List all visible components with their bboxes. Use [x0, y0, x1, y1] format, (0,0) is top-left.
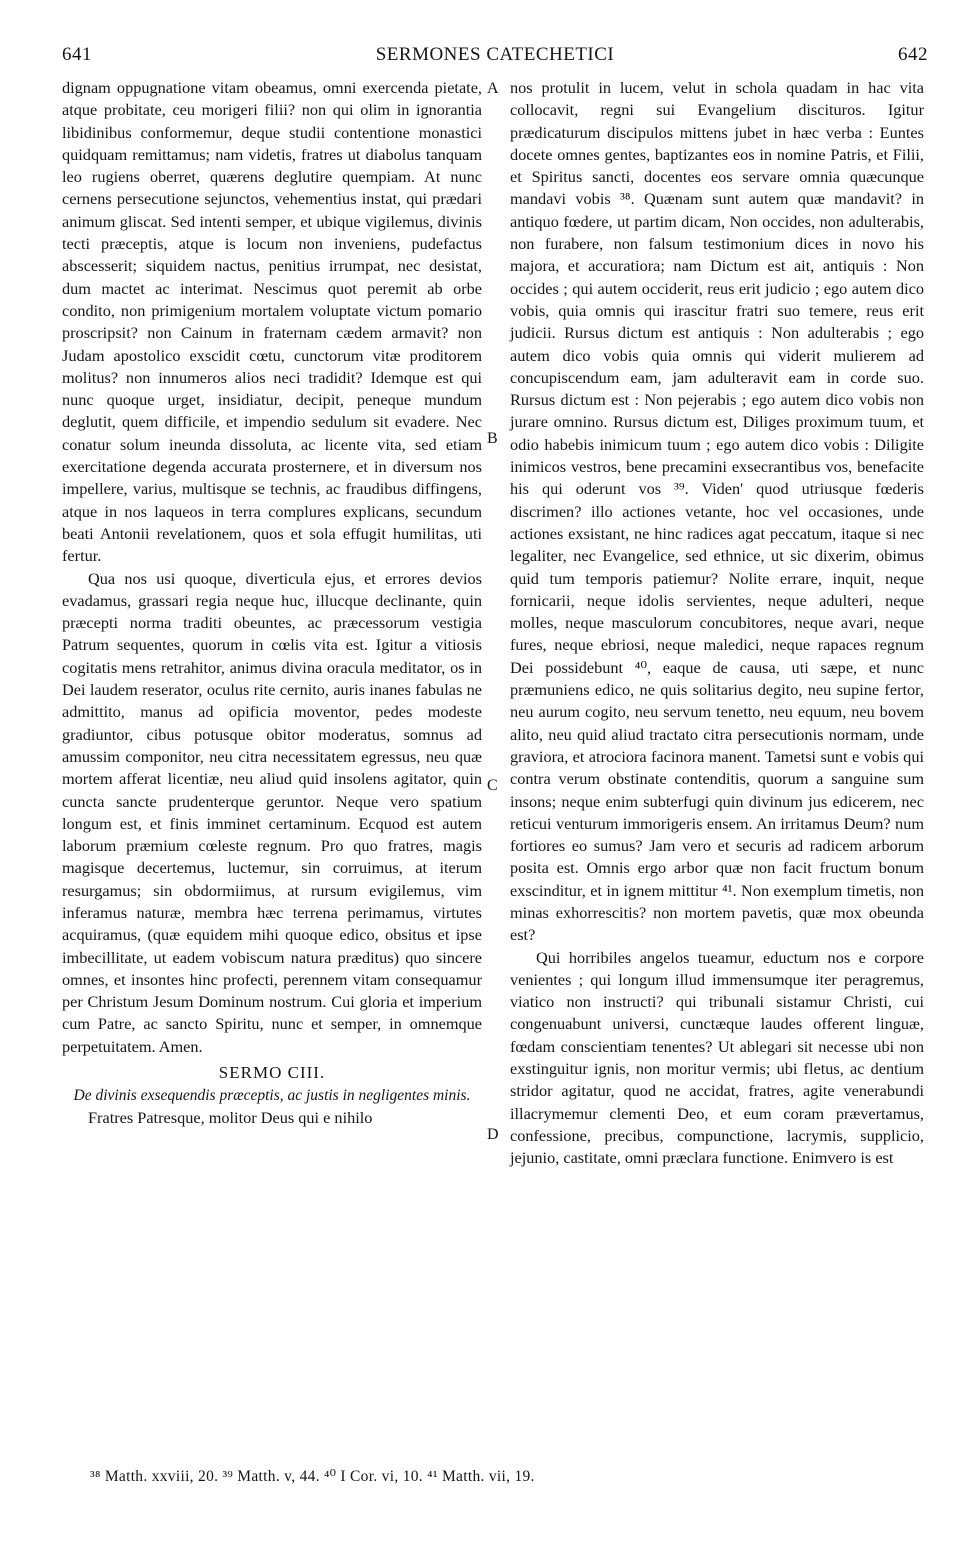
margin-mark-b: B	[487, 430, 498, 447]
left-paragraph-3: Fratres Patresque, molitor Deus qui e nihilo	[88, 1108, 373, 1128]
right-page-number: 642	[898, 44, 928, 65]
margin-mark-c: C	[487, 777, 498, 794]
right-paragraph-1: nos protulit in lucem, velut in schola quadam in hac vita collocavit, regni sui Evangelium discituros. Igitur prædicaturum discipulos mittens jubet in hæc verba : Euntes docete omnes gentes, baptizantes eos in nomine Patris, et Filii, et Spiritus sancti, docentes eos servare omnia quæcunque mandavi vobis ³⁸. Quænam sunt autem quæ mandavit? in antiquo fœdere, ut partim dicam, Non occides, non adulterabis, non furabere, non falsum testimonium dices in novo his majora, et accuratiora; nam Dictum est ait, antiquis : Non occides ; qui autem occiderit, reus erit judicio ; ego autem dico vobis, quia omnis qui irascitur fratri suo temere, reus erit judicii. Rursus dictum est antiquis : Non adulterabis ; ego autem dico vobis quia omnis qui viderit mulierem ad concupiscendum eam, jam adulteravit eam in corde suo. Rursus dictum est : Non pejerabis ; ego autem dico vobis non jurare omnino. Rursus dictum est, Diliges proximum tuum, et odio habebis inimicum tuum ; ego autem dico vobis : Diligite inimicos vestros, bene precamini exsecrantibus vos, benefacite his qui oderunt vos ³⁹. Viden' quod utriusque fœderis discrimen? illo actiones vetante, hoc vel occasiones, unde actiones exsistant, ne hinc radices agat peccatum, itaque si nec legaliter, nec Evangelice, sed ethnice, ut sic dixerim, obimus quid tum temporis patiemur? Nolite errare, inquit, neque fornicarii, neque idolis servientes, neque adulteri, neque molles, neque masculorum concubitores, neque avari, neque fures, neque ebriosi, neque maledici, neque rapaces regnum Dei possidebunt ⁴⁰, eaque de causa, uti sæpe, et nunc præmuniens edico, ne quis solitarius degito, neu supine fertor, neu aurum cogito, neu servum tenetto, neu equum, neu bovem alito, neu quid aliud tractato citra persecutionis normam, unde graviora, et atrociora facinora manent. Tametsi sunt e vobis qui contra verum obstinate contenditis, quorum a sanguine sum insons; neque enim subterfugi quin divinum jus edicerem, nec reticui venturum immorigeris ensem. An irritamus Deum? num fortiores eo sumus? Jam vero et securis ad radicem arborum posita est. Omnis ergo arbor quæ non facit fructum bonum exscinditur, et in ignem mittitur ⁴¹. Non exemplum timetis, non minas exhorrescitis? non mortem pavetis, quæ mox obeunda est?	[510, 78, 924, 945]
left-page-number: 641	[62, 44, 92, 65]
margin-mark-a: A	[487, 80, 499, 97]
right-column	[510, 77, 924, 1170]
left-column	[62, 77, 482, 1130]
footnotes: ³⁸ Matth. xxviii, 20. ³⁹ Matth. v, 44. ⁴⁰ I Cor. vi, 10. ⁴¹ Matth. vii, 19.	[90, 1468, 535, 1485]
running-title: SERMONES CATECHETICI	[375, 44, 615, 65]
right-paragraph-2: Qui horribiles angelos tueamur, eductum nos e corpore venientes ; qui longum illud immensumque iter peragremus, viatico non instructi? qui tribunali sistamur Christi, cui congenuabunt universi, cunctæque laudes offerent linguæ, fœdam conscientiam tenentes? Ut ablegari sit necesse ubi non exstinguitur ignis, non moritur vermis; ubi fletus, ac dentium stridor agitatur, quod ne accidat, fratres, agite venerabundi illacrymemur clementi Deo, et eum coram prævertamus, confessione, precibus, compunctione, lacrymis, supplicio, jejunio, castitate, omni præclara functione. Enimvero is est	[510, 947, 924, 1168]
left-paragraph-1: dignam oppugnatione vitam obeamus, omni exercenda pietate, atque probitate, ceu morigeri filii? non qui olim in ignorantia libidinibus conformemur, deque studii contentione monastici quidquam remittamus; nam videtis, fratres ut diabolus tanquam leo rugiens oberret, quærens deglutire quempiam. At nunc cernens persecutione sejunctos, vehementius instat, qui prædari animum gliscat. Sed intenti semper, et ubique vigilemus, divinis tecti præceptis, atque is locum non inveniens, pudefactus abscesserit; siquidem nactus, penitius irrumpat, nec desistat, dum mactet ac interimat. Nescimus quot peremit ab orbe condito, non primigenium mortalem voluptate victum pomario proscripsit? non Cainum in fraternam cædem armavit? non Judam apostolico exscidit cœtu, cunctorum vitæ proditorem molitus? non innumeros alios neci tradidit? Idemque est qui nunc quoque urget, insidiatur, decipit, peneque mundum deglutit, quem difficile, et impendio sedulum sit evadere. Nec conatur solum ineunda dissoluta, ac licente vita, sed etiam exercitatione degenda accurata prosternere, et in diversum nos impellere, varius, multisque se technis, ac fraudibus diffingens, atque in nos laqueos in terra complures explicans, secundum beati Antonii revelationem, quos et sola effugit humilitas, uti fertur.	[62, 78, 482, 566]
margin-mark-d: D	[487, 1126, 499, 1143]
sermon-subtitle: De divinis exsequendis præceptis, ac justis in negligentes minis.	[73, 1087, 471, 1105]
sermon-heading: SERMO CIII.	[218, 1063, 326, 1083]
running-header	[62, 44, 928, 74]
left-paragraph-2: Qua nos usi quoque, diverticula ejus, et errores devios evadamus, grassari regia neque huc, illucque declinante, quin præcepti norma traditi obeuntes, ac præcessorum vestigia Patrum sequentes, quorum in cœlis vita est. Igitur a vitiosis cogitatis mens retrahitor, animus divina oracula meditator, os in Dei laudem reserator, oculus rite cernito, auris inanes fabulas ne admittito, manus ad opificia moventor, pedes modeste gradiuntor, cibus potusque obitor moderatus, somnus ad amussim componitor, neu citra necessitatem egressus, neu quæ mortem afferat licentiæ, neu aliud quid insolens agitator, quin cuncta sancte prudenterque geruntor. Neque vero spatium longum est, et finis imminet certaminum. Ecquod est autem laborum præmium cœleste regnum. Pro quo fratres, magis magisque decertemus, luctemur, sin corruimus, at iterum resurgamus; sin obdormiimus, at rursum evigilemus, vim inferamus naturæ, membra hæc terrena perimamus, virtutes acquiramus, (quæ equidem mihi quoque edico, obsitus et ipse imbecillitate, ut eadem vobiscum natura præditus) quo sincere omnes, et insontes hinc profecti, perennem vitam consequamur per Christum Jesum Dominum nostrum. Cui gloria et imperium cum Patre, ac sancto Spiritu, nunc et semper, in omnemque perpetuitatem. Amen.	[62, 568, 482, 1056]
